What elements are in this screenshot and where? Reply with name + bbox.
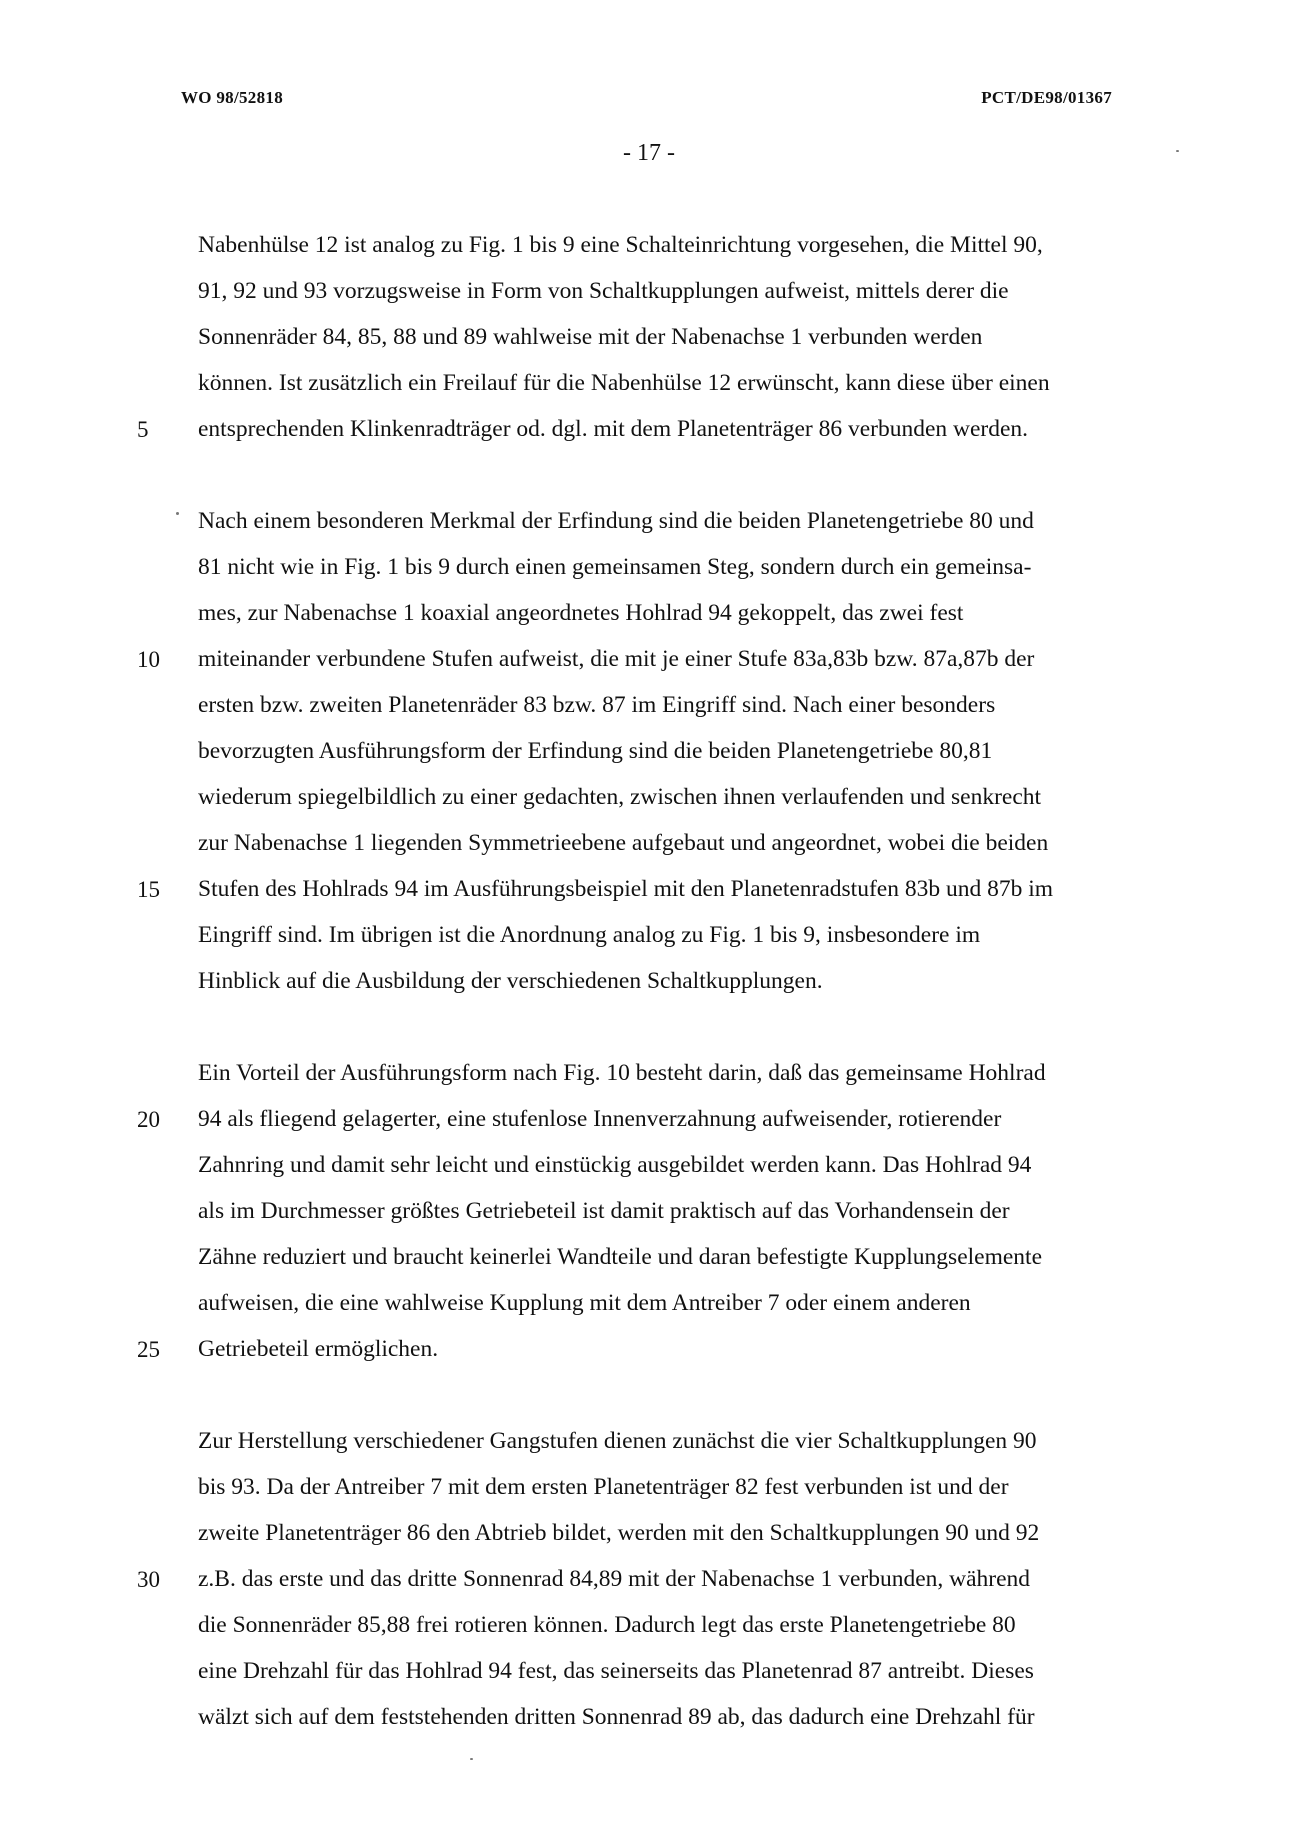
text-line: Nabenhülse 12 ist analog zu Fig. 1 bis 9 eine Schalteinrichtung vorgesehen, die Mittel 90, <box>198 232 1043 258</box>
scan-speck <box>1176 150 1179 152</box>
line-number: 15 <box>137 877 160 902</box>
text-line: 91, 92 und 93 vorzugsweise in Form von Schaltkupplungen aufweist, mittels derer die <box>198 278 1009 304</box>
line-number: 5 <box>137 417 149 442</box>
line-number: 20 <box>137 1107 160 1132</box>
text-line: wälzt sich auf dem feststehenden dritten Sonnenrad 89 ab, das dadurch eine Drehzahl für <box>198 1704 1035 1730</box>
text-line: mes, zur Nabenachse 1 koaxial angeordnetes Hohlrad 94 gekoppelt, das zwei fest <box>198 600 964 626</box>
text-line: Zähne reduziert und braucht keinerlei Wandteile und daran befestigte Kupplungselemente <box>198 1244 1043 1270</box>
text-line: bis 93. Da der Antreiber 7 mit dem ersten Planetenträger 82 fest verbunden ist und der <box>198 1474 1009 1500</box>
text-line: 94 als fliegend gelagerter, eine stufenlose Innenverzahnung aufweisender, rotierender <box>198 1106 1002 1132</box>
text-line: ersten bzw. zweiten Planetenräder 83 bzw. 87 im Eingriff sind. Nach einer besonders <box>198 692 996 718</box>
text-line: bevorzugten Ausführungsform der Erfindung sind die beiden Planetengetriebe 80,81 <box>198 738 993 764</box>
text-line: Eingriff sind. Im übrigen ist die Anordnung analog zu Fig. 1 bis 9, insbesondere im <box>198 922 981 948</box>
text-line: Nach einem besonderen Merkmal der Erfindung sind die beiden Planetengetriebe 80 und <box>198 508 1034 534</box>
application-id: PCT/DE98/01367 <box>981 88 1112 107</box>
text-line: zur Nabenachse 1 liegenden Symmetrieebene aufgebaut und angeordnet, wobei die beiden <box>198 830 1049 856</box>
scan-speck <box>176 512 179 515</box>
text-line: miteinander verbundene Stufen aufweist, die mit je einer Stufe 83a,83b bzw. 87a,87b der <box>198 646 1035 672</box>
text-line: Sonnenräder 84, 85, 88 und 89 wahlweise mit der Nabenachse 1 verbunden werden <box>198 324 983 350</box>
text-line: Getriebeteil ermöglichen. <box>198 1336 439 1362</box>
scan-speck <box>470 1758 473 1760</box>
line-number: 25 <box>137 1337 160 1362</box>
text-line: zweite Planetenträger 86 den Abtrieb bildet, werden mit den Schaltkupplungen 90 und 92 <box>198 1520 1040 1546</box>
text-line: entsprechenden Klinkenradträger od. dgl. mit dem Planetenträger 86 verbunden werden. <box>198 416 1029 442</box>
text-line: z.B. das erste und das dritte Sonnenrad 84,89 mit der Nabenachse 1 verbunden, während <box>198 1566 1031 1592</box>
line-number: 10 <box>137 647 160 672</box>
text-line: Zur Herstellung verschiedener Gangstufen dienen zunächst die vier Schaltkupplungen 90 <box>198 1428 1037 1454</box>
text-line: eine Drehzahl für das Hohlrad 94 fest, das seinerseits das Planetenrad 87 antreibt. Dieses <box>198 1658 1034 1684</box>
text-line: wiederum spiegelbildlich zu einer gedachten, zwischen ihnen verlaufenden und senkrecht <box>198 784 1042 810</box>
text-line: Zahnring und damit sehr leicht und einstückig ausgebildet werden kann. Das Hohlrad 94 <box>198 1152 1032 1178</box>
text-line: können. Ist zusätzlich ein Freilauf für die Nabenhülse 12 erwünscht, kann diese über einen <box>198 370 1050 396</box>
text-line: Ein Vorteil der Ausführungsform nach Fig. 10 besteht darin, daß das gemeinsame Hohlrad <box>198 1060 1046 1086</box>
text-line: die Sonnenräder 85,88 frei rotieren können. Dadurch legt das erste Planetengetriebe 80 <box>198 1612 1016 1638</box>
text-line: 81 nicht wie in Fig. 1 bis 9 durch einen gemeinsamen Steg, sondern durch ein gemeinsa- <box>198 554 1032 580</box>
text-line: Stufen des Hohlrads 94 im Ausführungsbeispiel mit den Planetenradstufen 83b und 87b im <box>198 876 1054 902</box>
text-line: aufweisen, die eine wahlweise Kupplung mit dem Antreiber 7 oder einem anderen <box>198 1290 971 1316</box>
document-id: WO 98/52818 <box>181 88 283 107</box>
text-line: als im Durchmesser größtes Getriebeteil ist damit praktisch auf das Vorhandensein der <box>198 1198 1010 1224</box>
page-number: - 17 - <box>623 140 675 166</box>
text-line: Hinblick auf die Ausbildung der verschiedenen Schaltkupplungen. <box>198 968 823 994</box>
line-number: 30 <box>137 1567 160 1592</box>
